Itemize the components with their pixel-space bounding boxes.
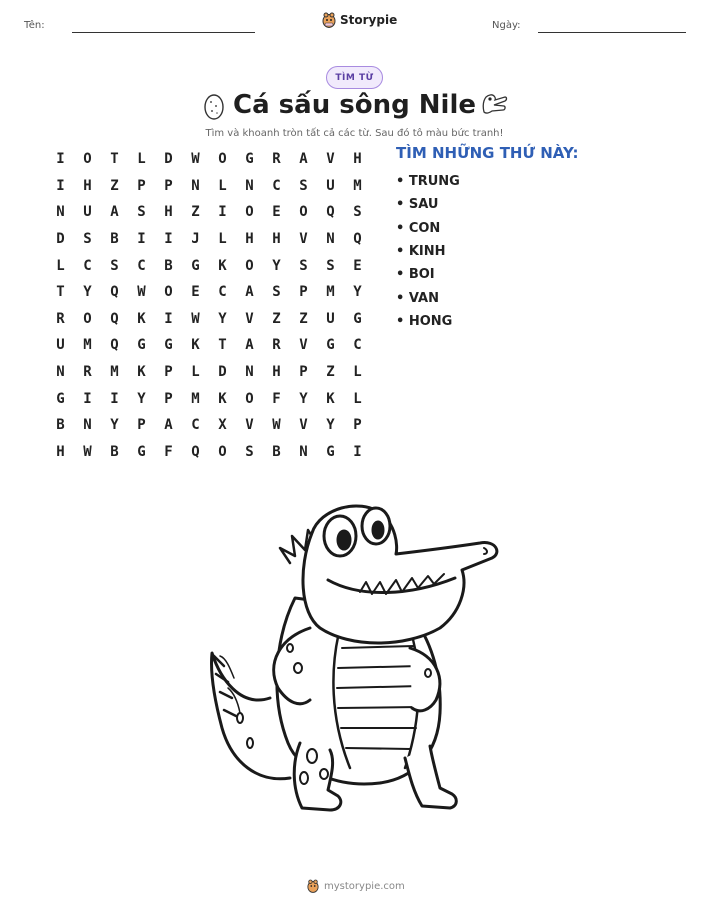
grid-row bbox=[47, 226, 371, 253]
grid-letter[interactable]: B bbox=[272, 443, 281, 460]
grid-letter[interactable]: B bbox=[110, 443, 119, 460]
grid-letter[interactable]: V bbox=[245, 310, 254, 327]
grid-letter[interactable]: E bbox=[353, 257, 362, 274]
grid-letter[interactable]: S bbox=[137, 204, 146, 221]
grid-letter[interactable]: M bbox=[353, 177, 362, 194]
grid-letter[interactable]: S bbox=[353, 204, 362, 221]
grid-letter[interactable]: G bbox=[326, 443, 335, 460]
grid-letter[interactable]: H bbox=[353, 151, 362, 168]
grid-letter[interactable]: C bbox=[137, 257, 146, 274]
footer bbox=[307, 879, 405, 893]
grid-letter[interactable]: N bbox=[245, 364, 254, 381]
grid-letter[interactable]: R bbox=[83, 364, 92, 381]
grid-letter[interactable]: L bbox=[137, 151, 146, 168]
grid-letter[interactable]: N bbox=[299, 443, 308, 460]
grid-letter[interactable]: I bbox=[353, 443, 362, 460]
grid-letter[interactable]: Q bbox=[191, 443, 200, 460]
grid-letter[interactable]: R bbox=[272, 337, 281, 354]
footer-url[interactable]: mystorypie.com bbox=[324, 880, 405, 892]
grid-letter[interactable]: U bbox=[56, 337, 65, 354]
grid-letter[interactable]: C bbox=[272, 177, 281, 194]
word-list-item: • BOI bbox=[396, 267, 435, 283]
grid-letter[interactable]: V bbox=[326, 151, 335, 168]
grid-letter[interactable]: L bbox=[353, 364, 362, 381]
grid-letter[interactable]: G bbox=[191, 257, 200, 274]
grid-letter[interactable]: Z bbox=[299, 310, 308, 327]
grid-letter[interactable]: T bbox=[56, 284, 65, 301]
grid-row bbox=[47, 439, 371, 466]
grid-letter[interactable]: P bbox=[353, 417, 362, 434]
grid-letter[interactable]: Z bbox=[191, 204, 200, 221]
grid-letter[interactable]: C bbox=[353, 337, 362, 354]
grid-letter[interactable]: P bbox=[137, 417, 146, 434]
grid-letter[interactable]: N bbox=[83, 417, 92, 434]
page-title: Cá sấu sông Nile bbox=[233, 90, 476, 120]
grid-letter[interactable]: B bbox=[56, 417, 65, 434]
grid-letter[interactable]: G bbox=[137, 443, 146, 460]
grid-letter[interactable]: P bbox=[164, 364, 173, 381]
grid-letter[interactable]: M bbox=[191, 390, 200, 407]
grid-letter[interactable]: M bbox=[326, 284, 335, 301]
grid-letter[interactable]: Q bbox=[110, 284, 119, 301]
grid-letter[interactable]: O bbox=[164, 284, 173, 301]
grid-row bbox=[47, 306, 371, 333]
grid-letter[interactable]: N bbox=[56, 364, 65, 381]
grid-letter[interactable]: U bbox=[326, 177, 335, 194]
grid-letter[interactable]: L bbox=[353, 390, 362, 407]
grid-letter[interactable]: Y bbox=[272, 257, 281, 274]
grid-letter[interactable]: S bbox=[326, 257, 335, 274]
storypie-mascot-icon bbox=[307, 879, 319, 893]
grid-letter[interactable]: W bbox=[137, 284, 146, 301]
grid-letter[interactable]: Z bbox=[272, 310, 281, 327]
name-line bbox=[72, 32, 255, 33]
grid-letter[interactable]: Y bbox=[110, 417, 119, 434]
grid-letter[interactable]: W bbox=[191, 310, 200, 327]
grid-letter[interactable]: A bbox=[245, 284, 254, 301]
grid-row bbox=[47, 279, 371, 306]
grid-letter[interactable]: F bbox=[272, 390, 281, 407]
grid-letter[interactable]: R bbox=[272, 151, 281, 168]
grid-letter[interactable]: Y bbox=[137, 390, 146, 407]
grid-letter[interactable]: R bbox=[56, 310, 65, 327]
grid-letter[interactable]: L bbox=[218, 231, 227, 248]
grid-letter[interactable]: K bbox=[218, 390, 227, 407]
grid-letter[interactable]: L bbox=[218, 177, 227, 194]
grid-letter[interactable]: K bbox=[326, 390, 335, 407]
word-list-item: • TRUNG bbox=[396, 174, 460, 190]
grid-letter[interactable]: A bbox=[245, 337, 254, 354]
grid-letter[interactable]: H bbox=[164, 204, 173, 221]
grid-letter[interactable]: N bbox=[245, 177, 254, 194]
word-list-item: • VAN bbox=[396, 290, 439, 306]
grid-row bbox=[47, 199, 371, 226]
brand-logo bbox=[322, 12, 397, 28]
grid-letter[interactable]: O bbox=[245, 390, 254, 407]
grid-letter[interactable]: K bbox=[137, 310, 146, 327]
grid-letter[interactable]: C bbox=[218, 284, 227, 301]
grid-letter[interactable]: O bbox=[218, 151, 227, 168]
grid-letter[interactable]: B bbox=[110, 231, 119, 248]
grid-letter[interactable]: G bbox=[164, 337, 173, 354]
grid-letter[interactable]: A bbox=[110, 204, 119, 221]
grid-letter[interactable]: T bbox=[218, 337, 227, 354]
brand-name: Storypie bbox=[340, 13, 398, 27]
grid-letter[interactable]: W bbox=[272, 417, 281, 434]
find-list-title: TÌM NHỮNG THỨ NÀY: bbox=[396, 144, 579, 162]
grid-letter[interactable]: Y bbox=[326, 417, 335, 434]
grid-letter[interactable]: I bbox=[110, 390, 119, 407]
grid-letter[interactable]: V bbox=[299, 417, 308, 434]
word-list-item: • CON bbox=[396, 220, 441, 236]
word-list bbox=[396, 170, 460, 333]
grid-letter[interactable]: U bbox=[326, 310, 335, 327]
instructions: Tìm và khoanh tròn tất cả các từ. Sau đó tô màu bức tranh! bbox=[205, 128, 504, 139]
grid-row bbox=[47, 359, 371, 386]
grid-letter[interactable]: H bbox=[56, 443, 65, 460]
grid-letter[interactable]: Z bbox=[326, 364, 335, 381]
grid-letter[interactable]: P bbox=[164, 177, 173, 194]
grid-row bbox=[47, 332, 371, 359]
grid-letter[interactable]: H bbox=[83, 177, 92, 194]
grid-letter[interactable]: V bbox=[299, 231, 308, 248]
grid-letter[interactable]: A bbox=[299, 151, 308, 168]
grid-letter[interactable]: V bbox=[299, 337, 308, 354]
grid-letter[interactable]: X bbox=[218, 417, 227, 434]
grid-letter[interactable]: J bbox=[191, 231, 200, 248]
grid-letter[interactable]: E bbox=[191, 284, 200, 301]
word-list-item: • SAU bbox=[396, 197, 439, 213]
word-list-item: • KINH bbox=[396, 244, 446, 260]
grid-letter[interactable]: S bbox=[272, 284, 281, 301]
grid-letter[interactable]: Y bbox=[83, 284, 92, 301]
grid-letter[interactable]: E bbox=[272, 204, 281, 221]
grid-letter[interactable]: Y bbox=[353, 284, 362, 301]
grid-letter[interactable]: P bbox=[299, 364, 308, 381]
grid-letter[interactable]: I bbox=[164, 231, 173, 248]
grid-letter[interactable]: Q bbox=[326, 204, 335, 221]
grid-row bbox=[47, 412, 371, 439]
grid-letter[interactable]: F bbox=[164, 443, 173, 460]
grid-letter[interactable]: O bbox=[299, 204, 308, 221]
grid-letter[interactable]: L bbox=[56, 257, 65, 274]
grid-letter[interactable]: T bbox=[110, 151, 119, 168]
grid-letter[interactable]: G bbox=[137, 337, 146, 354]
grid-letter[interactable]: K bbox=[191, 337, 200, 354]
grid-letter[interactable]: W bbox=[191, 151, 200, 168]
grid-letter[interactable]: G bbox=[353, 310, 362, 327]
grid-letter[interactable]: S bbox=[245, 443, 254, 460]
grid-letter[interactable]: Q bbox=[353, 231, 362, 248]
grid-letter[interactable]: B bbox=[164, 257, 173, 274]
grid-letter[interactable]: I bbox=[164, 310, 173, 327]
grid-letter[interactable]: U bbox=[83, 204, 92, 221]
grid-letter[interactable]: K bbox=[218, 257, 227, 274]
grid-letter[interactable]: H bbox=[272, 364, 281, 381]
grid-letter[interactable]: H bbox=[272, 231, 281, 248]
grid-letter[interactable]: Q bbox=[110, 310, 119, 327]
grid-letter[interactable]: Y bbox=[218, 310, 227, 327]
grid-letter[interactable]: P bbox=[137, 177, 146, 194]
grid-letter[interactable]: N bbox=[191, 177, 200, 194]
grid-letter[interactable]: L bbox=[191, 364, 200, 381]
grid-letter[interactable]: Z bbox=[110, 177, 119, 194]
grid-letter[interactable]: G bbox=[56, 390, 65, 407]
grid-letter[interactable]: I bbox=[218, 204, 227, 221]
grid-letter[interactable]: O bbox=[245, 257, 254, 274]
grid-letter[interactable]: G bbox=[245, 151, 254, 168]
grid-letter[interactable]: V bbox=[245, 417, 254, 434]
storypie-mascot-icon bbox=[322, 12, 336, 28]
grid-row bbox=[47, 146, 371, 173]
grid-letter[interactable]: S bbox=[110, 257, 119, 274]
grid-letter[interactable]: S bbox=[83, 231, 92, 248]
name-label: Tên: bbox=[24, 20, 45, 31]
grid-letter[interactable]: D bbox=[56, 231, 65, 248]
grid-row bbox=[47, 173, 371, 200]
grid-letter[interactable]: K bbox=[137, 364, 146, 381]
grid-letter[interactable]: Q bbox=[110, 337, 119, 354]
grid-letter[interactable]: M bbox=[110, 364, 119, 381]
grid-letter[interactable]: D bbox=[218, 364, 227, 381]
grid-letter[interactable]: N bbox=[326, 231, 335, 248]
grid-letter[interactable]: N bbox=[56, 204, 65, 221]
grid-letter[interactable]: W bbox=[83, 443, 92, 460]
grid-letter[interactable]: O bbox=[245, 204, 254, 221]
grid-row bbox=[47, 385, 371, 412]
grid-letter[interactable]: C bbox=[83, 257, 92, 274]
grid-letter[interactable]: D bbox=[164, 151, 173, 168]
grid-letter[interactable]: P bbox=[164, 390, 173, 407]
date-label: Ngày: bbox=[492, 20, 521, 31]
word-search-grid bbox=[47, 146, 371, 465]
grid-letter[interactable]: M bbox=[83, 337, 92, 354]
grid-letter[interactable]: I bbox=[137, 231, 146, 248]
grid-letter[interactable]: I bbox=[83, 390, 92, 407]
grid-letter[interactable]: S bbox=[299, 257, 308, 274]
grid-letter[interactable]: G bbox=[326, 337, 335, 354]
grid-letter[interactable]: A bbox=[164, 417, 173, 434]
grid-letter[interactable]: I bbox=[56, 151, 65, 168]
grid-letter[interactable]: P bbox=[299, 284, 308, 301]
date-line bbox=[538, 32, 686, 33]
grid-row bbox=[47, 252, 371, 279]
grid-letter[interactable]: S bbox=[299, 177, 308, 194]
grid-letter[interactable]: H bbox=[245, 231, 254, 248]
word-search-badge: TÌM TỪ bbox=[326, 66, 383, 89]
crocodile-illustration bbox=[200, 488, 510, 828]
word-list-item: • HONG bbox=[396, 313, 453, 329]
grid-letter[interactable]: O bbox=[83, 151, 92, 168]
grid-letter[interactable]: O bbox=[83, 310, 92, 327]
grid-letter[interactable]: I bbox=[56, 177, 65, 194]
grid-letter[interactable]: Y bbox=[299, 390, 308, 407]
grid-letter[interactable]: C bbox=[191, 417, 200, 434]
grid-letter[interactable]: O bbox=[218, 443, 227, 460]
